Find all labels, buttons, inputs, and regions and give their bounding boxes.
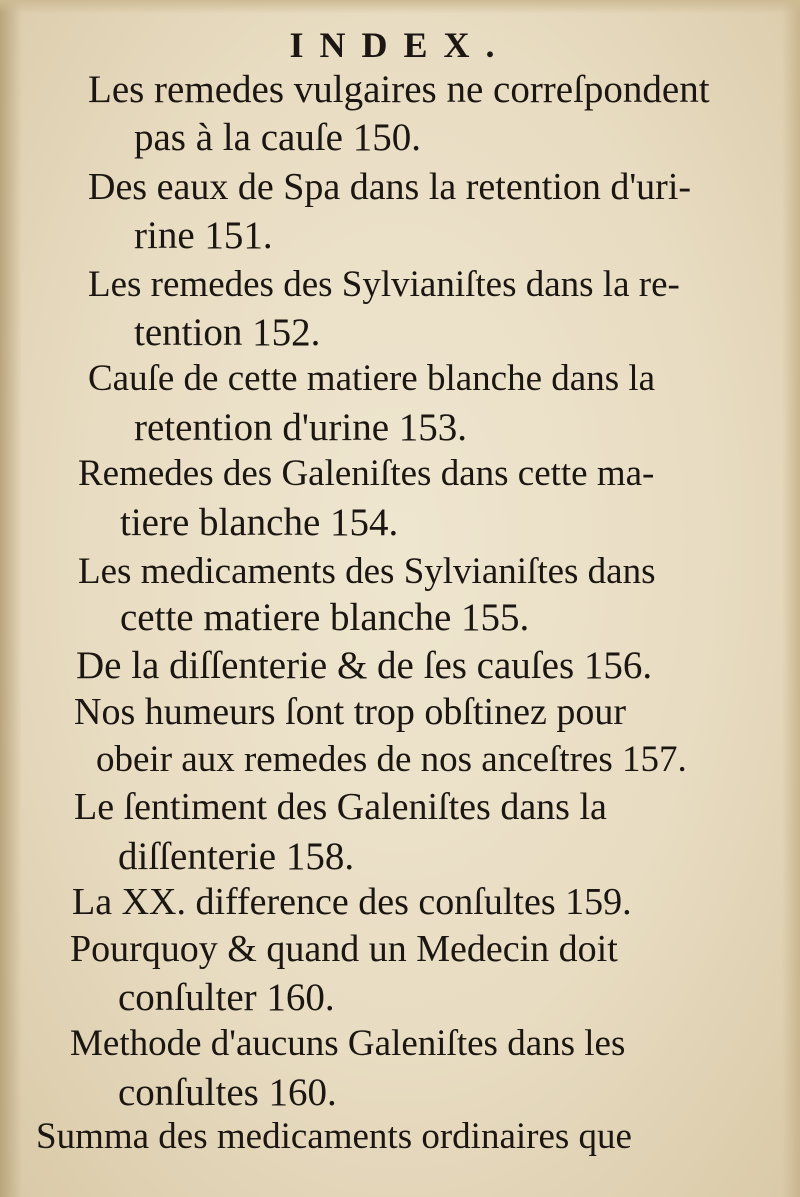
index-line: conſultes 160.	[118, 1071, 337, 1114]
index-line: obeir aux remedes de nos anceſtres 157.	[96, 739, 687, 780]
index-line: conſulter 160.	[118, 976, 335, 1019]
index-line: retention d'urine 153.	[134, 406, 468, 449]
running-head: INDEX.	[289, 25, 511, 65]
index-line: Cauſe de cette matiere blanche dans la	[88, 358, 656, 399]
index-line: Des eaux de Spa dans la retention d'uri-	[88, 166, 692, 208]
index-line: tiere blanche 154.	[120, 501, 399, 544]
page-right-edge-shadow	[782, 0, 800, 1197]
index-line: De la diſſenterie & de ſes cauſes 156.	[76, 644, 653, 687]
index-line: Les remedes vulgaires ne correſpondent	[88, 68, 710, 111]
index-line: Pourquoy & quand un Medecin doit	[70, 928, 618, 970]
page-top-edge-shadow	[0, 0, 800, 14]
index-line: La XX. difference des conſultes 159.	[72, 881, 632, 923]
index-line: Les medicaments des Sylvianiſtes dans	[78, 551, 656, 592]
index-line: Summa des medicaments ordinaires que	[36, 1116, 632, 1157]
index-line: tention 152.	[134, 311, 321, 354]
index-line: Nos humeurs ſont trop obſtinez pour	[74, 691, 626, 733]
page-left-edge-shadow	[0, 0, 22, 1197]
index-line: diſſenterie 158.	[118, 835, 355, 878]
index-line: Remedes des Galeniſtes dans cette ma-	[78, 453, 655, 494]
index-line: Le ſentiment des Galeniſtes dans la	[74, 786, 607, 828]
index-line: rine 151.	[134, 214, 273, 257]
index-line: pas à la cauſe 150.	[134, 116, 421, 159]
index-line: Methode d'aucuns Galeniſtes dans les	[70, 1023, 626, 1064]
index-line: cette matiere blanche 155.	[120, 596, 530, 639]
index-line: Les remedes des Sylvianiſtes dans la re-	[88, 264, 680, 305]
